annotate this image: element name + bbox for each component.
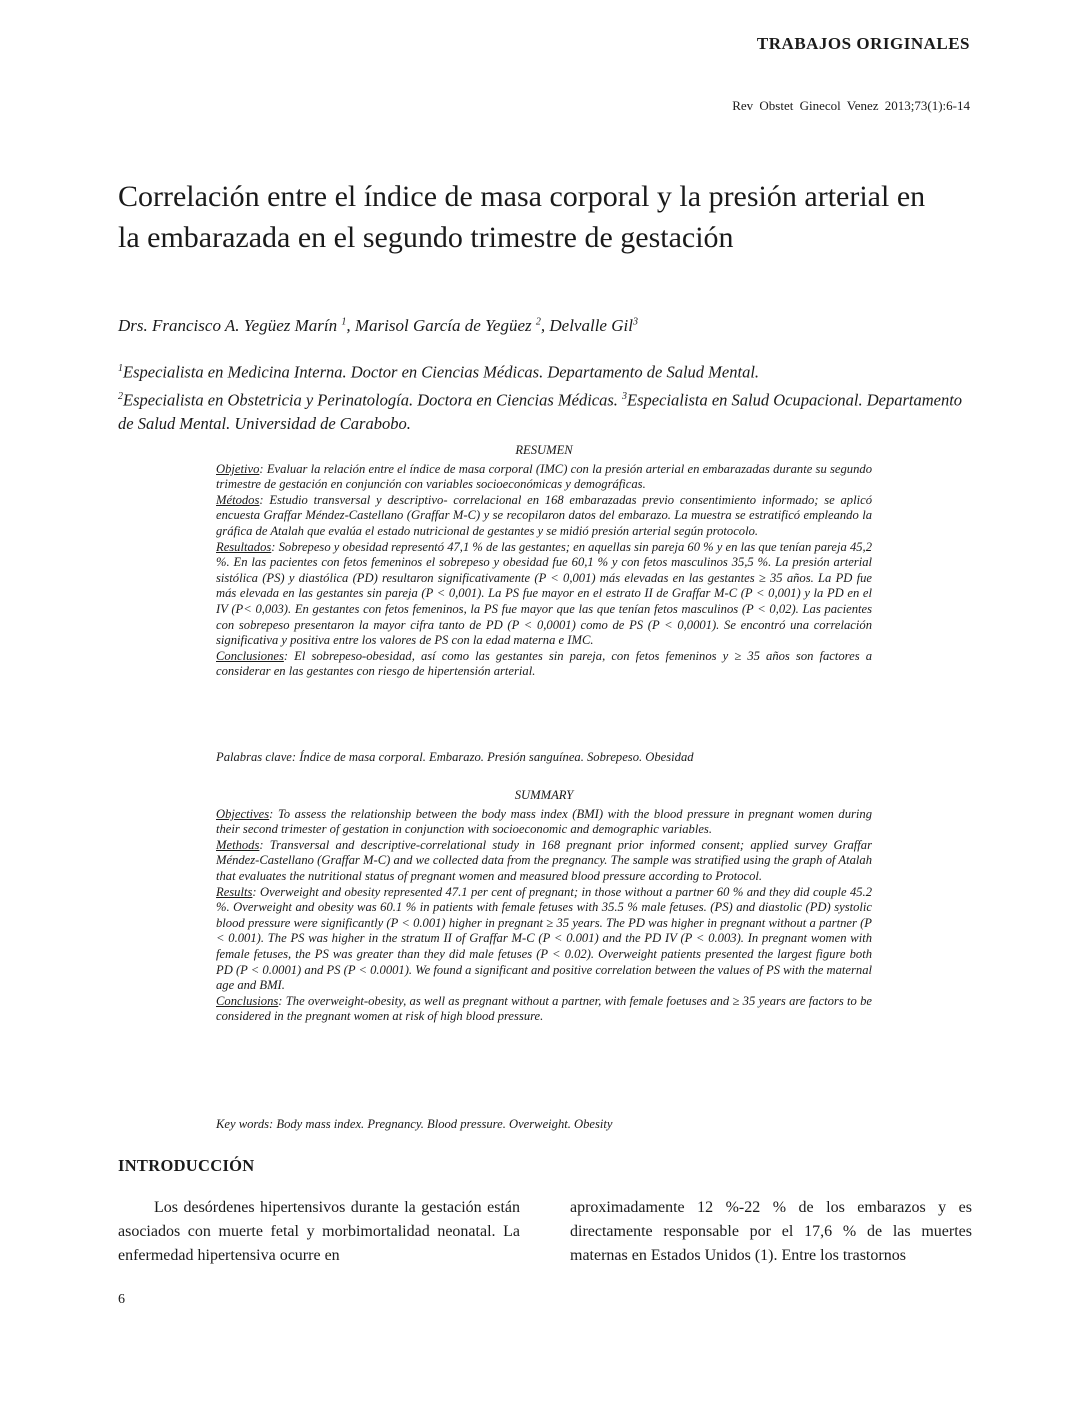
summary-objectives: Objectives: To assess the relationship between the body mass index (BMI) with the blood pressure in pregnant women during their second trimester of gestation in conjunction with socioeconomic and demographic variables. — [216, 806, 872, 837]
summary-heading: SUMMARY — [514, 788, 574, 802]
intro-column-right: aproximadamente 12 %-22 % de los embarazos y es directamente responsable por el 17,6 % de las muertes maternas en Estados Unidos (1). Entre los trastornos — [570, 1199, 972, 1264]
author-2: Marisol García de Yegüez — [354, 316, 532, 335]
summary-conclusions: Conclusions: The overweight-obesity, as well as pregnant without a partner, with female foetuses and ≥ 35 years are factors to be considered in the pregnant women at risk of high blood pressure. — [216, 993, 872, 1024]
resumen-resultados: Resultados: Sobrepeso y obesidad representó 47,1 % de las gestantes; en aquellas sin pareja 60 % y en las que tenían pareja 45,2 %. En las pacientes con fetos femeninos el sobrepeso y obesidad fue 60,1 % y con fetos masculinos 35,5 %. La presión arterial sistólica (PS) y diastólica (PD) resultaron significativamente (P < 0,001) más elevadas en las gestantes ≥ 35 años. La PD fue más elevada en las gestantes sin pareja (P < 0,001). La PS fue mayor en el estrato II de Graffar M-C (P < 0,001) y la PD en el IV (P< 0,003). En gestantes con fetos femeninos, la PS fue mayor que las que tenían fetos masculinos (P < 0,02). Las pacientes con sobrepeso presentaron la mayor cifra tanto de PD (P < 0,0001) como de PS (P < 0,0001). Se encontró una correlación significativa y positiva entre los valores de PS con la edad materna e IMC. — [216, 539, 872, 648]
resumen-block — [216, 443, 872, 680]
affiliations: $^1$Especialista en Medicina Interna. Doctor en Ciencias Médicas. Departamento de Salud Mental. $^2$Especialista en Obstetricia y Perinatología. Doctora en Ciencias Médicas. $^3$Especialista en Salud Ocupacional. Departamento de Salud Mental. Universidad de Carabobo. — [118, 362, 963, 433]
page-number: 6 — [118, 1292, 125, 1307]
author-1: Francisco A. Yegüez Marín — [152, 316, 338, 335]
resumen-metodos: Métodos: Estudio transversal y descriptivo- correlacional en 168 embarazadas previo consentimiento informado; se aplicó encuesta Graffar Méndez-Castellano (Graffar M-C) y se recopilaron datos del embarazo. La muestra se estratificó empleando la gráfica de Atalah que evalúa el estado nutricional de gestantes y se midió presión arterial según protocolo. — [216, 492, 872, 538]
resumen-objetivo: Objetivo: Evaluar la relación entre el índice de masa corporal (IMC) con la presión arterial en embarazadas durante su segundo trimestre de gestación en conjunción con variables socioeconómicas y demográficas. — [216, 461, 872, 492]
author-3: Delvalle Gil — [549, 316, 633, 335]
summary-methods: Methods: Transversal and descriptive-correlational study in 168 pregnant prior informed consent; applied survey Graffar Méndez-Castellano (Graffar M-C) and we collected data from the pregnancy. The sample was stratified using the graph of Atalah that evaluates the nutritional status of pregnant women and measured blood pressure according to Protocol. — [216, 837, 872, 883]
intro-heading: INTRODUCCIÓN — [118, 1156, 255, 1175]
resumen-conclusiones: Conclusiones: El sobrepeso-obesidad, así como las gestantes sin pareja, con fetos femeninos y ≥ 35 años son factores a considerar en las gestantes con riesgo de hipertensión arterial. — [216, 648, 872, 679]
summary-block — [216, 788, 872, 1025]
key-words: Key words: Body mass index. Pregnancy. Blood pressure. Overweight. Obesity — [216, 1117, 613, 1131]
article-title: Correlación entre el índice de masa corporal y la presión arterial en la embarazada en el segundo trimestre de gestación — [118, 180, 926, 254]
journal-citation: Rev Obstet Ginecol Venez 2013;73(1):6-14 — [732, 98, 970, 113]
resumen-heading: RESUMEN — [515, 443, 573, 457]
section-label: TRABAJOS ORIGINALES — [756, 34, 970, 53]
intro-column-left: Los desórdenes hipertensivos durante la gestación están asociados con muerte fetal y morbimortalidad neonatal. La enfermedad hipertensiva ocurre en — [118, 1199, 520, 1264]
author-list: Drs. Francisco A. Yegüez Marín $^1$, Marisol García de Yegüez $^2$, Delvalle Gil$^3$ — [118, 316, 638, 335]
summary-results: Results: Overweight and obesity represented 47.1 per cent of pregnant; in those without a partner 60 % and they did couple 45.2 %. Overweight and obesity was 60.1 % in patients with female fetuses with 35.5 % male fetuses. (PS) and diastolic (PD) systolic blood pressure were significantly (P < 0.001) higher in pregnant ≥ 35 years. The PD was higher in pregnant without a partner (P < 0.001). The PS was higher in the stratum II of Graffar M-C (P < 0.001) and the PD IV (P < 0.003). In pregnant women with female fetuses, the PS was greater than they did male fetuses (P < 0.02). Overweight patients presented the largest figure both PD (P < 0.0001) and PS (P < 0.0001). We found a significant and positive correlation between the values of PS with the maternal age and BMI. — [216, 884, 872, 993]
palabras-clave: Palabras clave: Índice de masa corporal. Embarazo. Presión sanguínea. Sobrepeso. Obesidad — [216, 750, 694, 764]
